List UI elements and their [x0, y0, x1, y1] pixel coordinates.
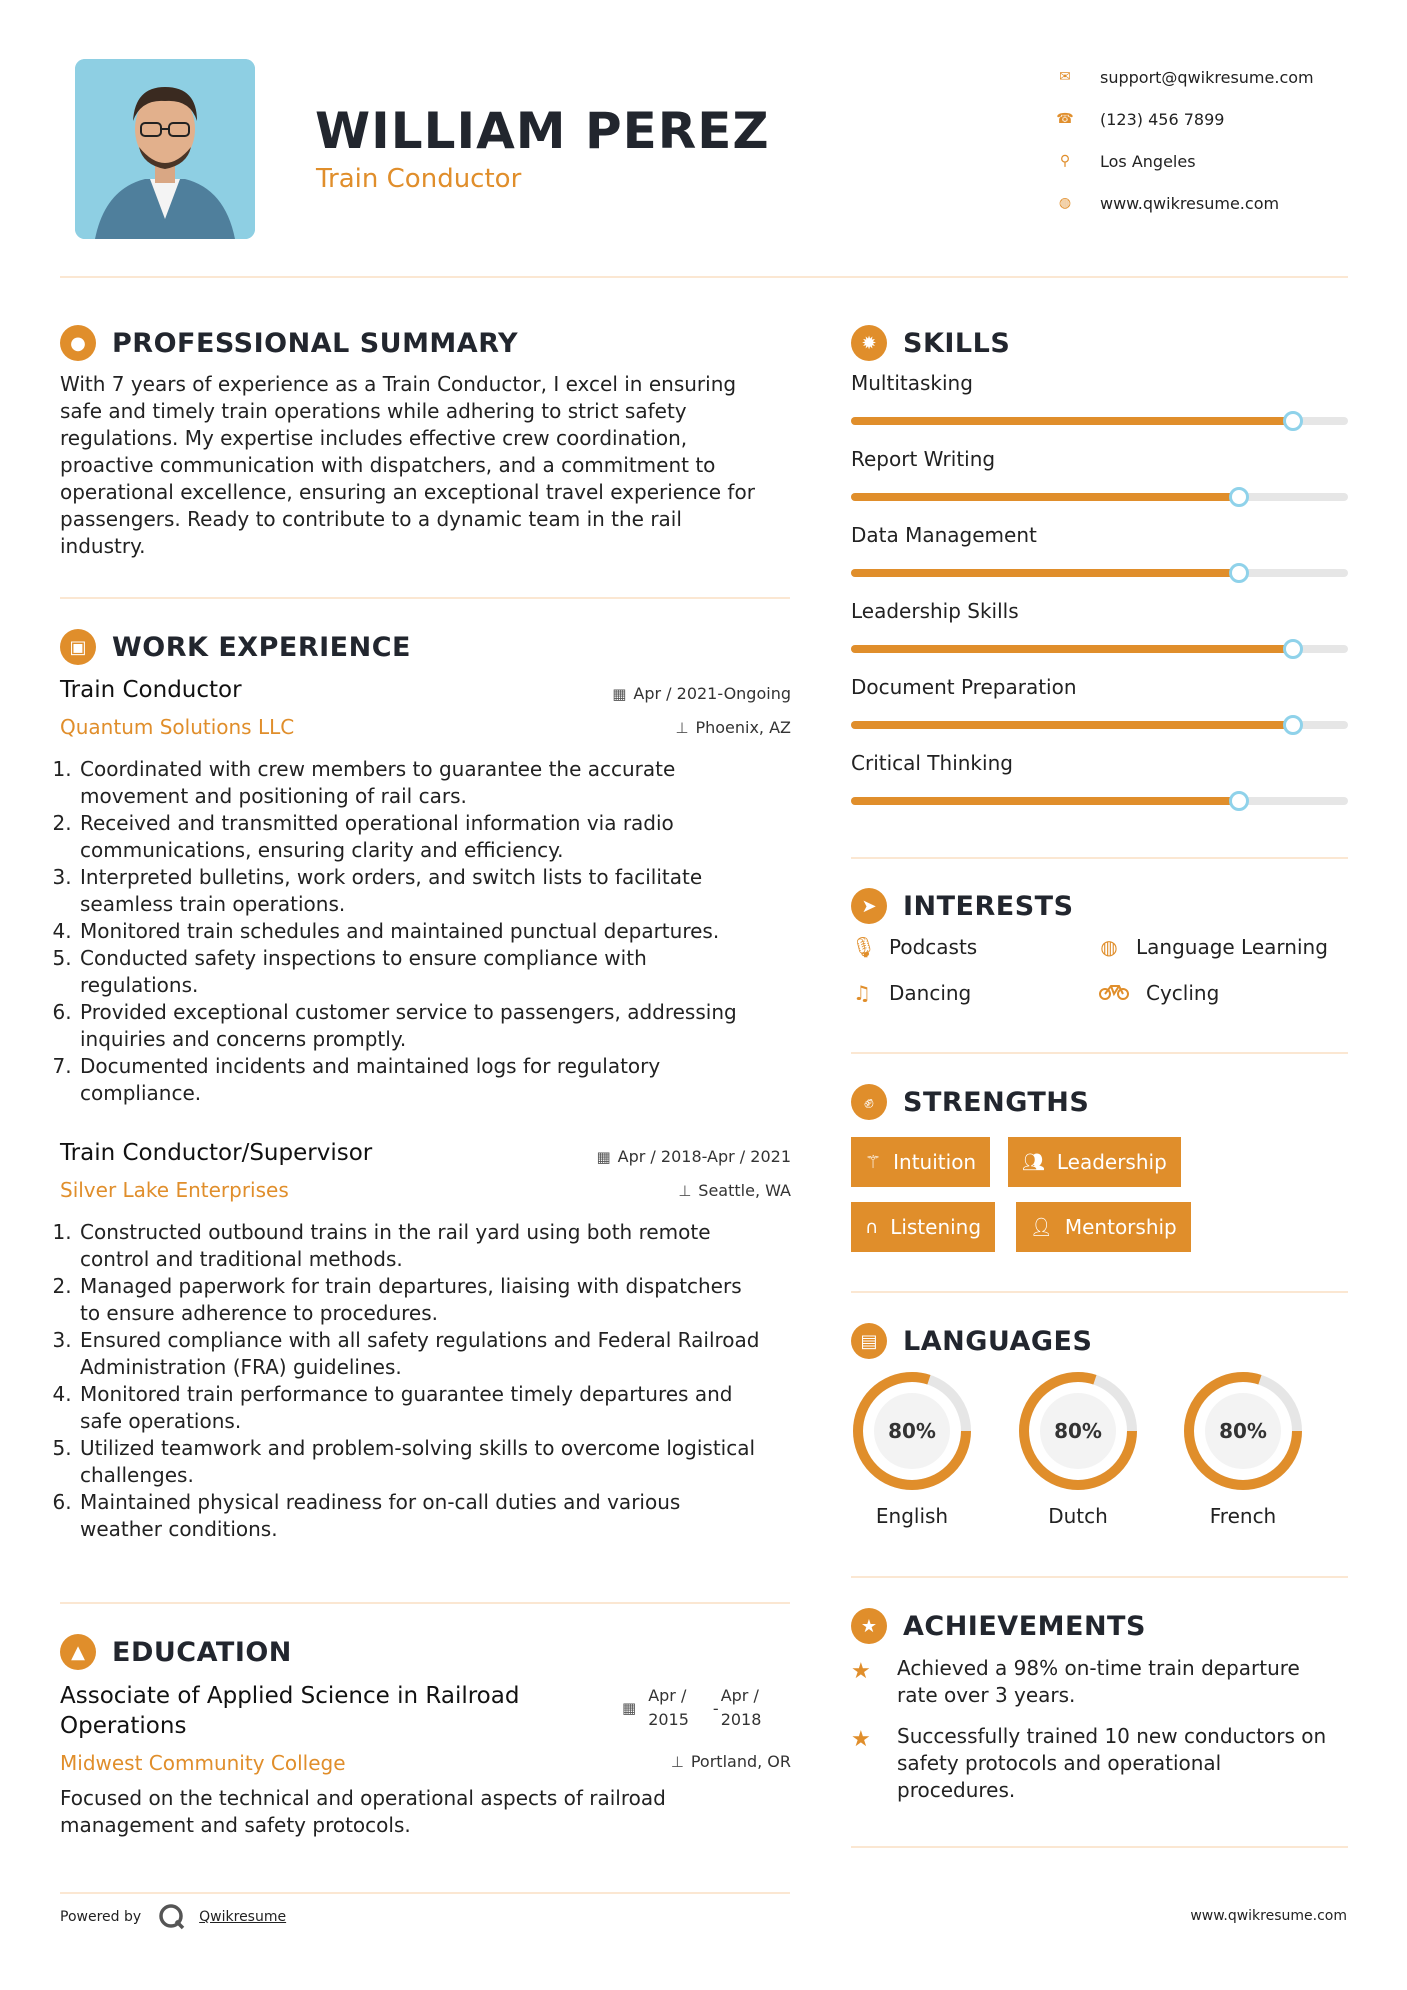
strengths-heading — [851, 1084, 1089, 1120]
language-item — [1182, 1370, 1304, 1528]
education-heading — [60, 1634, 292, 1670]
skill-bar-fill — [851, 645, 1293, 653]
job-date-text: Apr / 2021-Ongoing — [633, 684, 791, 703]
date-line: Apr / — [648, 1686, 687, 1705]
achievement-line: Successfully trained 10 new conductors on — [897, 1724, 1327, 1748]
duty-item — [78, 999, 798, 1053]
date-line: Apr / — [720, 1686, 759, 1705]
graduation-cap-icon: ▲ — [60, 1634, 96, 1670]
duty-line: 2. Received and transmitted operational information via radio — [80, 811, 674, 835]
job-date — [500, 1147, 791, 1166]
education-description — [60, 1785, 800, 1839]
duty-item — [78, 1489, 798, 1543]
skill-label: Data Management — [851, 523, 1037, 547]
languages-heading — [851, 1323, 1092, 1359]
skill-bar — [851, 417, 1348, 425]
microphone-icon: 🎙︎ — [851, 935, 877, 959]
date-line: 2018 — [720, 1710, 762, 1729]
skills-divider — [851, 857, 1348, 859]
strength-label: Leadership — [1056, 1150, 1167, 1174]
interest-label: Podcasts — [889, 935, 978, 959]
interest-item — [1098, 981, 1219, 1005]
skill-bar-knob — [1283, 639, 1303, 659]
achievement-line: rate over 3 years. — [897, 1683, 1076, 1707]
skill-bar-fill — [851, 417, 1293, 425]
star-badge-icon: ★ — [851, 1608, 887, 1644]
achievement-item — [851, 1723, 1326, 1804]
users-icon: 👥︎ — [1022, 1151, 1045, 1173]
duty-line: 5. Utilized teamwork and problem-solving skills to overcome logistical — [80, 1436, 756, 1460]
strength-label: Listening — [890, 1215, 982, 1239]
powered-by-text: Powered by — [60, 1909, 142, 1925]
duty-line: 3. Ensured compliance with all safety regulations and Federal Railroad — [80, 1328, 760, 1352]
skill-bar-knob — [1229, 563, 1249, 583]
language-percent: 80% — [1054, 1419, 1102, 1443]
duty-line: Administration (FRA) guidelines. — [80, 1355, 402, 1379]
duty-line: 5. Conducted safety inspections to ensure compliance with — [80, 946, 647, 970]
date-separator: - — [712, 1698, 719, 1718]
contact-list — [1055, 56, 1355, 224]
language-percent: 80% — [888, 1419, 936, 1443]
job-date — [500, 684, 791, 703]
language-ring — [1017, 1370, 1139, 1492]
achievements-heading-text: ACHIEVEMENTS — [903, 1610, 1146, 1642]
duty-item — [78, 1219, 798, 1273]
school-name: Midwest Community College — [60, 1751, 346, 1775]
duty-line: 7. Documented incidents and maintained logs for regulatory — [80, 1054, 661, 1078]
duty-item — [78, 918, 798, 945]
contact-website-text: www.qwikresume.com — [1100, 193, 1280, 213]
education-date-end — [721, 1684, 762, 1732]
summary-line: With 7 years of experience as a Train Conductor, I excel in ensuring — [60, 372, 737, 396]
summary-text — [60, 371, 800, 560]
job-location-text: Phoenix, AZ — [695, 718, 791, 737]
user-icon: ● — [60, 325, 96, 361]
interest-label: Cycling — [1146, 981, 1220, 1005]
user-plus-icon: 👤︎ — [1030, 1216, 1053, 1238]
work-heading — [60, 629, 411, 665]
contact-phone[interactable] — [1055, 98, 1355, 140]
summary-heading-text: PROFESSIONAL SUMMARY — [112, 327, 519, 359]
duty-line: challenges. — [80, 1463, 194, 1487]
skill-bar-fill — [851, 493, 1239, 501]
strength-tag — [1016, 1202, 1191, 1252]
briefcase-icon: ▣ — [60, 629, 96, 665]
skill-bar-fill — [851, 797, 1239, 805]
interests-heading — [851, 888, 1074, 924]
summary-heading — [60, 325, 518, 361]
duty-item — [78, 1435, 798, 1489]
duty-line: 6. Maintained physical readiness for on-call duties and various — [80, 1490, 681, 1514]
interest-item — [851, 981, 971, 1005]
skill-bar — [851, 645, 1348, 653]
languages-divider — [851, 1576, 1348, 1578]
magic-wand-icon: ⚚ — [865, 1151, 882, 1173]
summary-line: industry. — [60, 534, 146, 558]
duty-item — [78, 756, 798, 810]
language-name: French — [1209, 1504, 1277, 1528]
degree-line: Associate of Applied Science in Railroad — [60, 1683, 520, 1709]
calendar-icon: ▦ — [596, 1147, 611, 1166]
job-duties — [58, 1219, 798, 1543]
skill-bar — [851, 493, 1348, 501]
candidate-title: Train Conductor — [316, 164, 522, 194]
duty-line: 6. Provided exceptional customer service to passengers, addressing — [80, 1000, 737, 1024]
duty-line: inquiries and concerns promptly. — [80, 1027, 407, 1051]
skill-bar — [851, 797, 1348, 805]
envelope-icon: ✉ — [1059, 69, 1071, 85]
skill-label: Report Writing — [851, 447, 996, 471]
summary-line: passengers. Ready to contribute to a dynamic team in the rail — [60, 507, 682, 531]
language-name: Dutch — [1048, 1504, 1108, 1528]
skill-bar-fill — [851, 569, 1239, 577]
strength-tag — [851, 1202, 995, 1252]
education-heading-text: EDUCATION — [112, 1636, 292, 1668]
duty-line: weather conditions. — [80, 1517, 278, 1541]
interest-label: Dancing — [889, 981, 972, 1005]
duty-line: 4. Monitored train performance to guarantee timely departures and — [80, 1382, 733, 1406]
language-item — [1017, 1370, 1139, 1528]
degree-line: Operations — [60, 1713, 187, 1739]
qwikresume-logo-icon — [157, 1902, 187, 1932]
job-location — [500, 718, 791, 737]
duty-item — [78, 1327, 798, 1381]
education-date — [622, 1684, 761, 1732]
interests-heading-text: INTERESTS — [903, 890, 1074, 922]
phone-icon: ☎ — [1056, 111, 1074, 127]
duty-line: compliance. — [80, 1081, 202, 1105]
job-company: Quantum Solutions LLC — [60, 715, 295, 739]
education-desc-line: management and safety protocols. — [60, 1813, 411, 1837]
duty-line: control and traditional methods. — [80, 1247, 403, 1271]
skill-bar-knob — [1229, 791, 1249, 811]
job-company: Silver Lake Enterprises — [60, 1178, 289, 1202]
duty-line: safe operations. — [80, 1409, 242, 1433]
skill-bar-knob — [1229, 487, 1249, 507]
job-duties — [58, 756, 798, 1107]
skill-label: Document Preparation — [851, 675, 1077, 699]
contact-phone-text: (123) 456 7899 — [1100, 109, 1225, 129]
job-location-text: Seattle, WA — [698, 1181, 791, 1200]
header-divider — [60, 276, 1348, 278]
interest-label: Language Learning — [1136, 935, 1328, 959]
music-note-icon: ♫ — [853, 981, 871, 1005]
strengths-divider — [851, 1291, 1348, 1293]
education-location-text: Portland, OR — [690, 1752, 791, 1771]
headphones-icon: ∩ — [865, 1216, 879, 1238]
strength-label: Intuition — [893, 1150, 977, 1174]
work-divider — [60, 1602, 790, 1604]
contact-email-text: support@qwikresume.com — [1100, 67, 1314, 87]
contact-location — [1055, 140, 1355, 182]
job-title: Train Conductor/Supervisor — [60, 1140, 373, 1166]
job-location — [500, 1181, 791, 1200]
summary-line: operational excellence, ensuring an exceptional travel experience for — [60, 480, 755, 504]
achievement-line: procedures. — [897, 1778, 1016, 1802]
fist-icon: ✊︎ — [851, 1084, 887, 1120]
location-pin-icon: ⚲ — [1059, 153, 1071, 169]
duty-line: regulations. — [80, 973, 199, 997]
calendar-icon: ▦ — [622, 1699, 637, 1717]
education-desc-line: Focused on the technical and operational aspects of railroad — [60, 1786, 666, 1810]
duty-item — [78, 945, 798, 999]
language-percent: 80% — [1219, 1419, 1267, 1443]
achievement-line: safety protocols and operational — [897, 1751, 1222, 1775]
interests-divider — [851, 1052, 1348, 1054]
summary-divider — [60, 597, 790, 599]
summary-line: safe and timely train operations while adhering to strict safety — [60, 399, 687, 423]
duty-item — [78, 1053, 798, 1107]
date-line: 2015 — [648, 1710, 689, 1729]
summary-line: proactive communication with dispatchers, and a commitment to — [60, 453, 716, 477]
pin-icon: ⊥ — [670, 1752, 684, 1771]
skill-bar-fill — [851, 721, 1293, 729]
languages-heading-text: LANGUAGES — [903, 1325, 1093, 1357]
profile-photo — [75, 59, 255, 239]
achievements-divider — [851, 1846, 1348, 1848]
skill-bar-knob — [1283, 411, 1303, 431]
strength-tag — [1008, 1137, 1181, 1187]
profile-photo-illustration — [75, 59, 255, 239]
duty-item — [78, 810, 798, 864]
duty-line: 1. Constructed outbound trains in the rail yard using both remote — [80, 1220, 711, 1244]
star-icon: ★ — [851, 1727, 871, 1752]
pin-icon: ⊥ — [678, 1181, 692, 1200]
skills-heading — [851, 325, 1010, 361]
bicycle-icon — [1098, 981, 1130, 1005]
job-date-text: Apr / 2018-Apr / 2021 — [617, 1147, 791, 1166]
paper-plane-icon: ➤ — [851, 888, 887, 924]
degree-title — [60, 1681, 519, 1741]
candidate-name: WILLIAM PEREZ — [315, 102, 770, 160]
language-item — [851, 1370, 973, 1528]
duty-line: 2. Managed paperwork for train departures, liaising with dispatchers — [80, 1274, 742, 1298]
duty-item — [78, 1381, 798, 1435]
interest-item — [851, 935, 977, 959]
strength-tag — [851, 1137, 990, 1187]
duty-line: 1. Coordinated with crew members to guarantee the accurate — [80, 757, 676, 781]
duty-line: seamless train operations. — [80, 892, 346, 916]
duty-line: 3. Interpreted bulletins, work orders, and switch lists to facilitate — [80, 865, 703, 889]
job-title: Train Conductor — [60, 677, 242, 703]
language-card-icon: ▤ — [851, 1323, 887, 1359]
duty-line: 4. Monitored train schedules and maintained punctual departures. — [80, 919, 720, 943]
strength-label: Mentorship — [1064, 1215, 1177, 1239]
skill-label: Critical Thinking — [851, 751, 1013, 775]
language-ring — [851, 1370, 973, 1492]
contact-email[interactable] — [1055, 56, 1355, 98]
skill-label: Leadership Skills — [851, 599, 1019, 623]
achievement-line: Achieved a 98% on-time train departure — [897, 1656, 1300, 1680]
calendar-icon: ▦ — [612, 684, 627, 703]
achievements-heading — [851, 1608, 1146, 1644]
duty-line: communications, ensuring clarity and efficiency. — [80, 838, 564, 862]
lightbulb-icon: ✹ — [851, 325, 887, 361]
globe-icon: ◍ — [1058, 195, 1072, 211]
education-divider — [60, 1892, 790, 1894]
skill-bar — [851, 569, 1348, 577]
skill-bar — [851, 721, 1348, 729]
work-heading-text: WORK EXPERIENCE — [112, 631, 411, 663]
globe-icon: ◍ — [1100, 935, 1118, 959]
duty-item — [78, 864, 798, 918]
footer-url[interactable]: www.qwikresume.com — [1190, 1908, 1347, 1924]
language-name: English — [875, 1504, 949, 1528]
star-icon: ★ — [851, 1659, 871, 1684]
interest-item — [1098, 935, 1328, 959]
duty-line: to ensure adherence to procedures. — [80, 1301, 438, 1325]
skill-bar-knob — [1283, 715, 1303, 735]
skills-heading-text: SKILLS — [903, 327, 1011, 359]
strengths-heading-text: STRENGTHS — [903, 1086, 1090, 1118]
summary-line: regulations. My expertise includes effective crew coordination, — [60, 426, 688, 450]
achievement-item — [851, 1655, 1300, 1709]
education-date-start — [648, 1684, 689, 1732]
footer-brand-link[interactable]: Qwikresume — [199, 1909, 287, 1925]
contact-location-text: Los Angeles — [1100, 151, 1196, 171]
pin-icon: ⊥ — [675, 718, 689, 737]
skill-label: Multitasking — [851, 371, 973, 395]
contact-website[interactable] — [1055, 182, 1355, 224]
education-location — [500, 1752, 791, 1771]
footer-powered-by — [60, 1902, 286, 1932]
language-ring — [1182, 1370, 1304, 1492]
duty-line: movement and positioning of rail cars. — [80, 784, 467, 808]
duty-item — [78, 1273, 798, 1327]
